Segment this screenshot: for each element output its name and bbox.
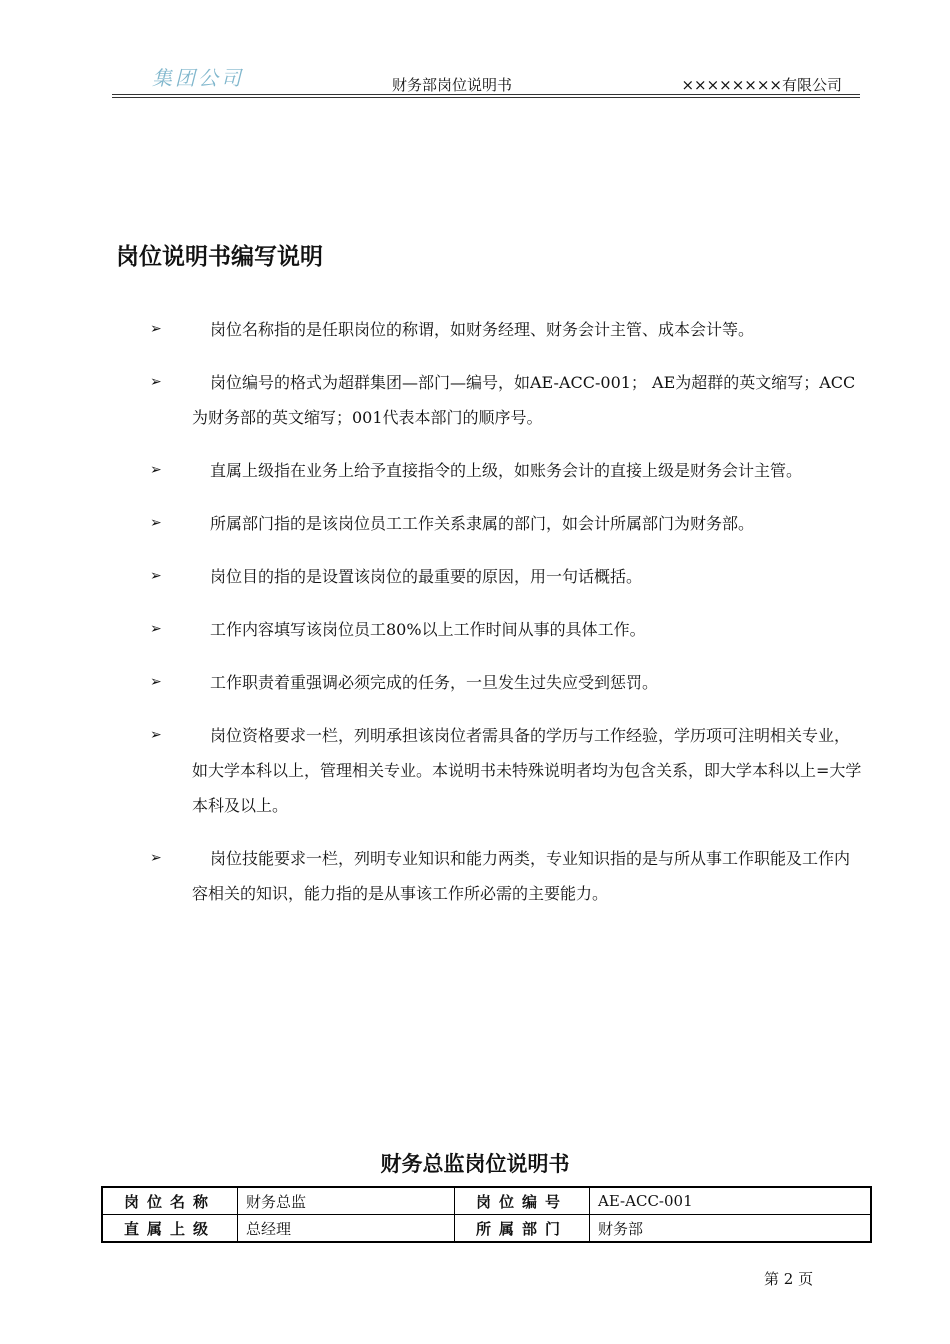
list-item-text: 岗位编号的格式为超群集团—部门—编号，如AE-ACC-001； AE为超群的英文缩写；ACC为财务部的英文缩写；001代表本部门的顺序号。 (192, 373, 856, 427)
table-row (102, 1215, 871, 1243)
arrow-bullet-icon: ➢ (150, 321, 162, 337)
arrow-bullet-icon: ➢ (150, 674, 162, 690)
list-item-text: 工作职责着重强调必须完成的任务，一旦发生过失应受到惩罚。 (210, 673, 659, 692)
arrow-bullet-icon: ➢ (150, 621, 162, 637)
list-item-text: 岗位名称指的是任职岗位的称谓，如财务经理、财务会计主管、成本会计等。 (210, 320, 755, 339)
list-item (150, 665, 862, 700)
arrow-bullet-icon: ➢ (150, 568, 162, 584)
position-name-value: 财务总监 (238, 1187, 455, 1215)
arrow-bullet-icon: ➢ (150, 850, 162, 866)
page-header (112, 58, 860, 95)
job-info-table (101, 1186, 872, 1243)
supervisor-value: 总经理 (238, 1215, 455, 1243)
list-item (150, 612, 862, 647)
company-logo: 集团公司 (152, 66, 244, 90)
list-item (150, 841, 862, 911)
header-company-name: ××××××××有限公司 (681, 76, 842, 94)
list-item-text: 所属部门指的是该岗位员工工作关系隶属的部门，如会计所属部门为财务部。 (210, 514, 755, 533)
arrow-bullet-icon: ➢ (150, 374, 162, 390)
list-item-text: 岗位资格要求一栏，列明承担该岗位者需具备的学历与工作经验，学历项可注明相关专业，如大学本科以上，管理相关专业。本说明书未特殊说明者均为包含关系，即大学本科以上=大学本科及以上。 (192, 726, 862, 815)
list-item (150, 365, 862, 435)
list-item (150, 718, 862, 823)
section-title: 岗位说明书编写说明 (116, 244, 323, 270)
table-row (102, 1187, 871, 1215)
list-item-text: 直属上级指在业务上给予直接指令的上级，如账务会计的直接上级是财务会计主管。 (210, 461, 803, 480)
list-item-text: 岗位技能要求一栏，列明专业知识和能力两类，专业知识指的是与所从事工作职能及工作内容相关的知识，能力指的是从事该工作所必需的主要能力。 (192, 849, 851, 903)
page-number: 第 2 页 (764, 1270, 814, 1288)
supervisor-label: 直属上级 (102, 1215, 238, 1243)
header-document-title: 财务部岗位说明书 (392, 76, 513, 94)
position-name-label: 岗位名称 (102, 1187, 238, 1215)
department-label: 所属部门 (455, 1215, 590, 1243)
instructions-list (150, 312, 862, 929)
position-code-value: AE-ACC-001 (590, 1187, 872, 1215)
list-item (150, 559, 862, 594)
position-code-label: 岗位编号 (455, 1187, 590, 1215)
list-item (150, 312, 862, 347)
list-item-text: 岗位目的指的是设置该岗位的最重要的原因，用一句话概括。 (210, 567, 643, 586)
list-item (150, 506, 862, 541)
arrow-bullet-icon: ➢ (150, 727, 162, 743)
department-value: 财务部 (590, 1215, 872, 1243)
list-item-text: 工作内容填写该岗位员工80%以上工作时间从事的具体工作。 (210, 620, 646, 639)
list-item (150, 453, 862, 488)
job-description-title: 财务总监岗位说明书 (380, 1152, 570, 1176)
arrow-bullet-icon: ➢ (150, 515, 162, 531)
arrow-bullet-icon: ➢ (150, 462, 162, 478)
